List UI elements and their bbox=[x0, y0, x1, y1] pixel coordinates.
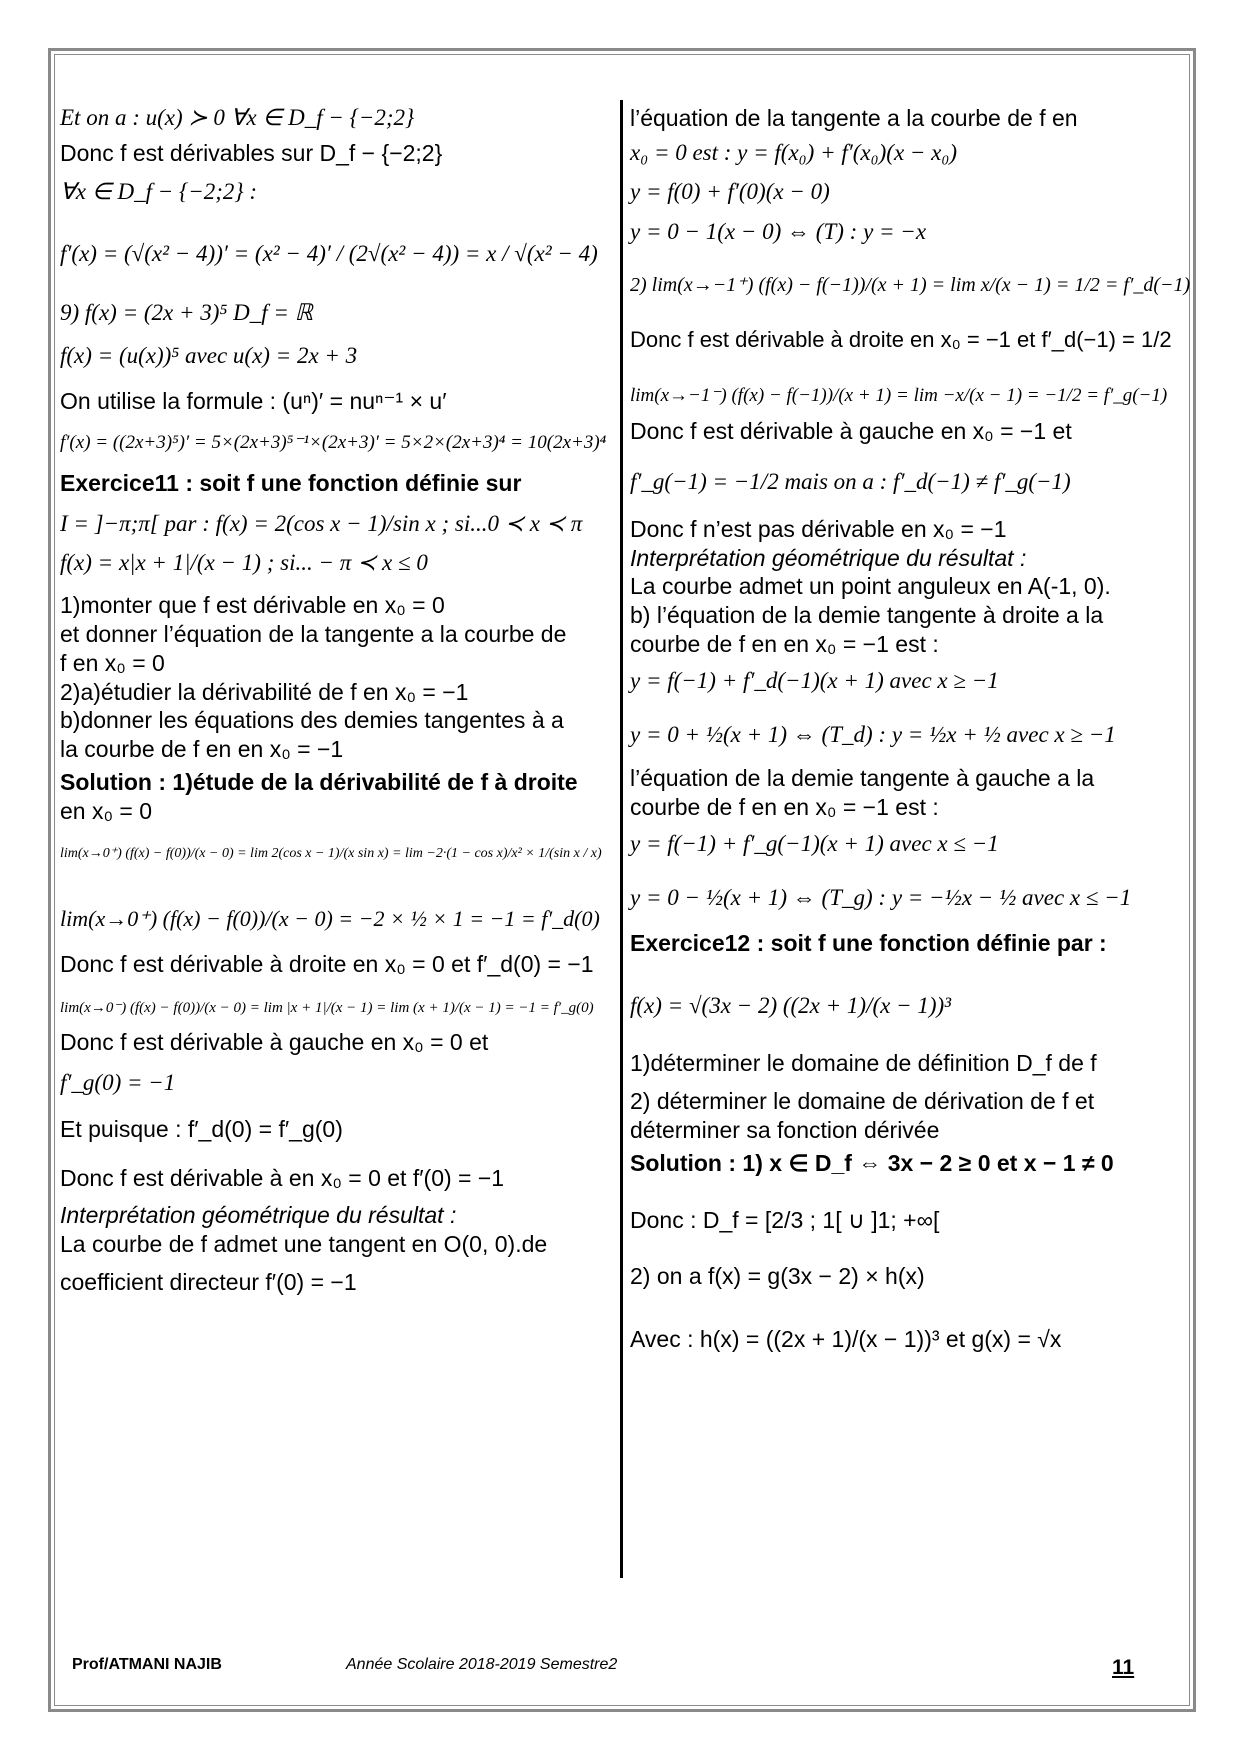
right-column-line: Donc f est dérivable à gauche en x₀ = −1 et bbox=[630, 418, 1072, 445]
left-column-line: La courbe de f admet une tangent en O(0, 0).de bbox=[60, 1230, 548, 1257]
right-column-line: b) l’équation de la demie tangente à droite a la bbox=[630, 602, 1104, 628]
left-column-line: Interprétation géométrique du résultat : bbox=[60, 1201, 457, 1228]
right-column bbox=[630, 104, 1190, 1354]
right-column-line: Donc f est dérivable à droite en x₀ = −1 et f′_d(−1) = 1/2 bbox=[630, 327, 1172, 352]
right-column-line: Interprétation géométrique du résultat : bbox=[630, 544, 1027, 571]
left-column-line: Donc f est dérivables sur D_f − {−2;2} bbox=[60, 139, 443, 166]
right-column-line: y = 0 + ½(x + 1) ⇔ (T_d) : y = ½x + ½ avec x ≥ −1 bbox=[630, 722, 1116, 748]
right-column-line: y = f(−1) + f′_d(−1)(x + 1) avec x ≥ −1 bbox=[630, 667, 999, 693]
left-column-line: lim(x→0⁺) (f(x) − f(0))/(x − 0) = lim 2(cos x − 1)/(x sin x) = lim −2·(1 − cos x)/x² × 1/(sin x / x) bbox=[60, 846, 602, 862]
right-column-line: Exercice12 : soit f une fonction définie par : bbox=[630, 930, 1107, 956]
left-column-line: 9) f(x) = (2x + 3)⁵ D_f = ℝ bbox=[60, 300, 313, 325]
left-column-line: Donc f est dérivable à en x₀ = 0 et f′(0) = −1 bbox=[60, 1165, 505, 1191]
left-column-line: f(x) = (u(x))⁵ avec u(x) = 2x + 3 bbox=[60, 342, 358, 368]
right-column-line: y = 0 − ½(x + 1) ⇔ (T_g) : y = −½x − ½ avec x ≤ −1 bbox=[630, 885, 1132, 911]
left-column-line: ∀x ∈ D_f − {−2;2} : bbox=[60, 178, 257, 204]
right-column-line: Avec : h(x) = ((2x + 1)/(x − 1))³ et g(x) = √x bbox=[630, 1326, 1062, 1352]
right-column-line: 1)déterminer le domaine de définition D_f de f bbox=[630, 1049, 1097, 1076]
left-column-line: I = ]−π;π[ par : f(x) = 2(cos x − 1)/sin x ; si...0 ≺ x ≺ π bbox=[60, 510, 583, 536]
left-column-line: On utilise la formule : (uⁿ)′ = nuⁿ⁻¹ × u′ bbox=[60, 387, 447, 414]
footer-author: Prof/ATMANI NAJIB bbox=[72, 1656, 222, 1673]
left-column-line: Exercice11 : soit f une fonction définie sur bbox=[60, 470, 522, 496]
footer-page-number: 11 bbox=[1112, 1656, 1135, 1679]
right-column-line: f(x) = √(3x − 2) ((2x + 1)/(x − 1))³ bbox=[630, 992, 952, 1018]
left-column-line: f′(x) = (√(x² − 4))′ = (x² − 4)′ / (2√(x² − 4)) = x / √(x² − 4) bbox=[60, 241, 598, 267]
left-column-line: lim(x→0⁺) (f(x) − f(0))/(x − 0) = −2 × ½ × 1 = −1 = f′_d(0) bbox=[60, 905, 600, 931]
right-column-line: La courbe admet un point anguleux en A(-1, 0). bbox=[630, 573, 1111, 600]
left-column-line: f′(x) = ((2x+3)⁵)′ = 5×(2x+3)⁵⁻¹×(2x+3)′ = 5×2×(2x+3)⁴ = 10(2x+3)⁴ bbox=[60, 432, 607, 454]
right-column-line: y = 0 − 1(x − 0) ⇔ (T) : y = −x bbox=[630, 219, 927, 245]
left-column-line: b)donner les équations des demies tangentes à a bbox=[60, 707, 564, 734]
right-column-line: y = f(0) + f′(0)(x − 0) bbox=[630, 178, 830, 204]
right-column-line: Solution : 1) x ∈ D_f ⇔ 3x − 2 ≥ 0 et x − 1 ≠ 0 bbox=[630, 1149, 1114, 1176]
right-column-line: Donc : D_f = [2/3 ; 1[ ∪ ]1; +∞[ bbox=[630, 1206, 940, 1233]
column-divider bbox=[620, 100, 623, 1578]
left-column bbox=[60, 104, 615, 1297]
right-column-line: 2) on a f(x) = g(3x − 2) × h(x) bbox=[630, 1263, 925, 1290]
right-column-line: y = f(−1) + f′_g(−1)(x + 1) avec x ≤ −1 bbox=[630, 830, 999, 856]
left-column-line: et donner l’équation de la tangente a la courbe de bbox=[60, 621, 567, 647]
left-column-line: Donc f est dérivable à droite en x₀ = 0 et f′_d(0) = −1 bbox=[60, 951, 594, 978]
right-column-line: courbe de f en en x₀ = −1 est : bbox=[630, 793, 939, 820]
right-column-line: l’équation de la demie tangente à gauche a la bbox=[630, 765, 1095, 791]
left-column-line: en x₀ = 0 bbox=[60, 797, 153, 824]
right-column-line: déterminer sa fonction dérivée bbox=[630, 1117, 940, 1143]
left-column-line: Et puisque : f′_d(0) = f′_g(0) bbox=[60, 1116, 343, 1143]
right-column-line: courbe de f en en x₀ = −1 est : bbox=[630, 630, 939, 657]
left-column-line: Donc f est dérivable à gauche en x₀ = 0 et bbox=[60, 1028, 489, 1055]
right-column-line: Donc f n’est pas dérivable en x₀ = −1 bbox=[630, 515, 1007, 542]
right-column-line: f′_g(−1) = −1/2 mais on a : f′_d(−1) ≠ f′_g(−1) bbox=[630, 469, 1071, 494]
right-column-line: lim(x→−1⁻) (f(x) − f(−1))/(x + 1) = lim −x/(x − 1) = −1/2 = f′_g(−1) bbox=[630, 384, 1168, 406]
left-column-line: Et on a : u(x) ≻ 0 ∀x ∈ D_f − {−2;2} bbox=[60, 105, 415, 130]
right-column-line: 2) déterminer le domaine de dérivation de f et bbox=[630, 1088, 1095, 1115]
left-column-line: f en x₀ = 0 bbox=[60, 649, 165, 676]
footer-school-year: Année Scolaire 2018-2019 Semestre2 bbox=[346, 1656, 618, 1673]
right-column-line: l’équation de la tangente a la courbe de f en bbox=[630, 105, 1078, 131]
left-column-line: 2)a)étudier la dérivabilité de f en x₀ = −1 bbox=[60, 678, 469, 705]
left-column-line: Solution : 1)étude de la dérivabilité de f à droite bbox=[60, 768, 578, 795]
right-column-line: x₀ = 0 est : y = f(x₀) + f′(x₀)(x − x₀) bbox=[630, 139, 958, 165]
left-column-line: f(x) = x|x + 1|/(x − 1) ; si... − π ≺ x ≤ 0 bbox=[60, 549, 428, 575]
left-column-line: f′_g(0) = −1 bbox=[60, 1069, 176, 1095]
left-column-line: lim(x→0⁻) (f(x) − f(0))/(x − 0) = lim |x + 1|/(x − 1) = lim (x + 1)/(x − 1) = −1 = f′_g(0) bbox=[60, 1000, 594, 1016]
right-column-line: 2) lim(x→−1⁺) (f(x) − f(−1))/(x + 1) = lim x/(x − 1) = 1/2 = f′_d(−1) bbox=[630, 274, 1191, 296]
left-column-line: coefficient directeur f′(0) = −1 bbox=[60, 1269, 357, 1296]
left-column-line: 1)monter que f est dérivable en x₀ = 0 bbox=[60, 592, 445, 619]
left-column-line: la courbe de f en en x₀ = −1 bbox=[60, 736, 344, 762]
